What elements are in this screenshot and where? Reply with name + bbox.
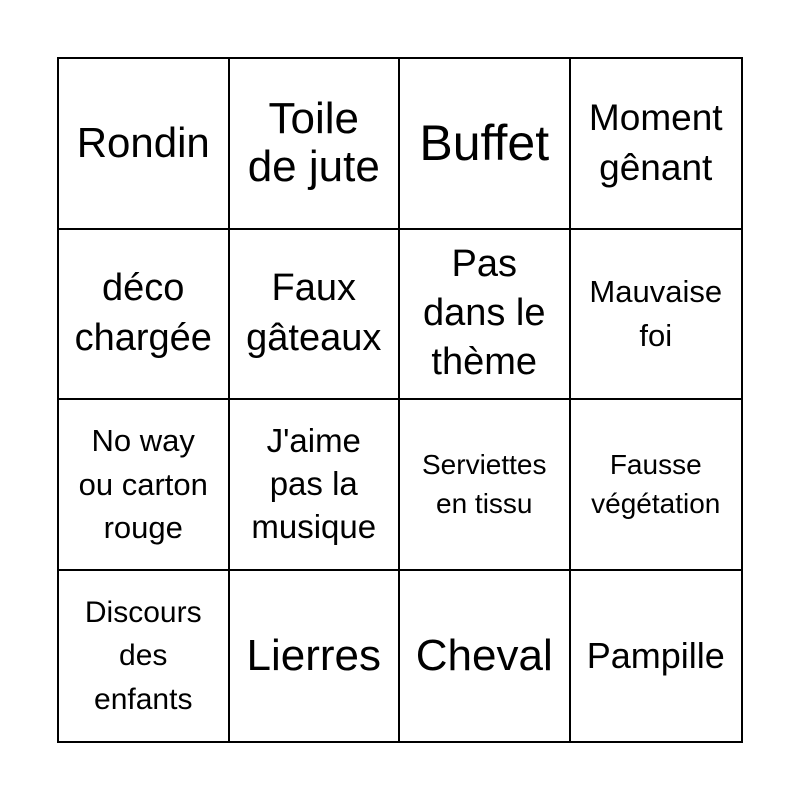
bingo-cell-label: J'aime pas la musique — [251, 421, 377, 545]
bingo-cell-label: Discours des enfants — [84, 595, 202, 716]
bingo-cell-r4c1[interactable] — [59, 571, 230, 742]
bingo-cell-label: déco chargée — [74, 267, 212, 359]
bingo-board — [57, 57, 743, 743]
bingo-cell-label: Buffet — [419, 114, 550, 171]
bingo-cell-label: Fausse végétation — [591, 449, 721, 520]
bingo-cell-r3c4[interactable] — [571, 400, 742, 571]
bingo-cell-label: Faux gâteaux — [246, 267, 382, 359]
bingo-cell-r3c2[interactable] — [230, 400, 401, 571]
bingo-cell-label: Rondin — [76, 119, 210, 167]
bingo-cell-label: No way ou carton rouge — [78, 423, 208, 545]
bingo-cell-r4c4[interactable] — [571, 571, 742, 742]
bingo-cell-r1c2[interactable] — [230, 59, 401, 230]
bingo-cell-r2c4[interactable] — [571, 230, 742, 401]
bingo-cell-r3c3[interactable] — [400, 400, 571, 571]
bingo-cell-r4c2[interactable] — [230, 571, 401, 742]
bingo-cell-label: Pas dans le thème — [422, 242, 546, 384]
bingo-cell-r1c4[interactable] — [571, 59, 742, 230]
bingo-cell-label: Cheval — [415, 630, 553, 680]
bingo-cell-r1c1[interactable] — [59, 59, 230, 230]
bingo-cell-label: Lierres — [246, 630, 381, 680]
bingo-cell-r2c2[interactable] — [230, 230, 401, 401]
bingo-cell-r2c3[interactable] — [400, 230, 571, 401]
bingo-cell-r2c1[interactable] — [59, 230, 230, 401]
bingo-cell-label: Pampille — [586, 634, 725, 676]
bingo-cell-r1c3[interactable] — [400, 59, 571, 230]
bingo-cell-label: Serviettes en tissu — [422, 449, 547, 520]
bingo-cell-label: Moment gênant — [588, 97, 723, 189]
bingo-cell-r3c1[interactable] — [59, 400, 230, 571]
bingo-cell-r4c3[interactable] — [400, 571, 571, 742]
bingo-cell-label: Mauvaise foi — [589, 274, 723, 353]
bingo-cell-label: Toile de jute — [247, 93, 380, 192]
